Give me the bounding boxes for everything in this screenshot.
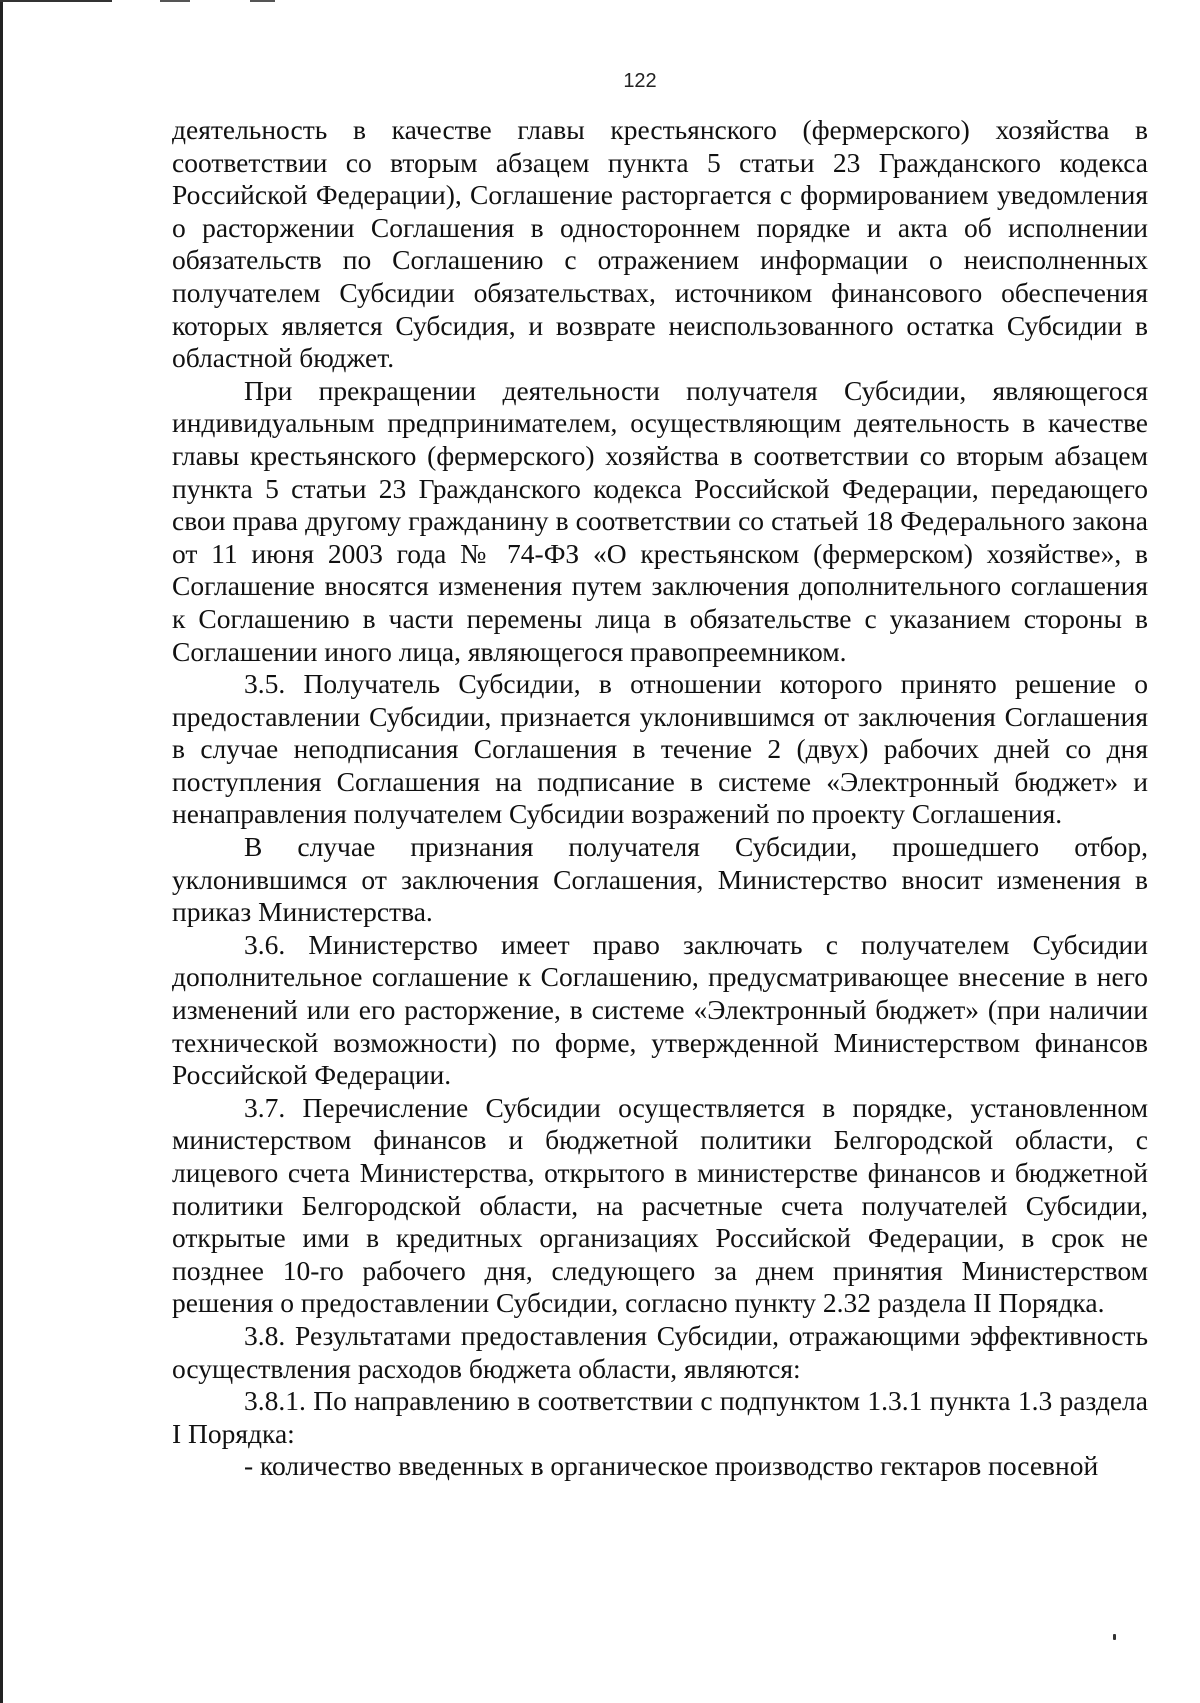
scan-edge-top-mark [250,0,275,2]
paragraph: 3.5. Получатель Субсидии, в отношении которого принято решение о предоставлении Субсидии, признается уклонившимся от заключения Соглашения в случае неподписания Соглашения в течение 2 (двух) рабочих дней со дня поступления Соглашения на подписание в системе «Электронный бюджет» и ненаправления получателем Субсидии возражений по проекту Соглашения. [172,668,1148,830]
document-body [172,114,1148,1483]
paragraph: 3.6. Министерство имеет право заключать с получателем Субсидии дополнительное соглашение к Соглашению, предусматривающее внесение в него изменений или его расторжение, в системе «Электронный бюджет» (при наличии технической возможности) по форме, утвержденной Министерством финансов Российской Федерации. [172,928,1148,1091]
paragraph: - количество введенных в органическое производство гектаров посевной [244,1450,1099,1482]
scan-speck [1113,1634,1116,1640]
paragraph: деятельность в качестве главы крестьянского (фермерского) хозяйства в соответствии со вторым абзацем пункта 5 статьи 23 Гражданского кодекса Российской Федерации), Соглашение расторгается с формированием уведомления о расторжении Соглашения в одностороннем порядке и акта об исполнении обязательств по Соглашению с отражением информации о неисполненных получателем Субсидии обязательствах, источником финансового обеспечения которых является Субсидия, и возврате неиспользованного остатка Субсидии в областной бюджет. [172,114,1148,374]
paragraph: 3.8.1. По направлению в соответствии с подпунктом 1.3.1 пункта 1.3 раздела I Порядка: [172,1385,1148,1449]
page-number: 122 [623,70,657,92]
paragraph: При прекращении деятельности получателя Субсидии, являющегося индивидуальным предпринимателем, осуществляющим деятельность в качестве главы крестьянского (фермерского) хозяйства в соответствии со вторым абзацем пункта 5 статьи 23 Гражданского кодекса Российской Федерации, передающего свои права другому гражданину в соответствии со статьей 18 Федерального закона от 11 июня 2003 года № 74-ФЗ «О крестьянском (фермерском) хозяйстве», в Соглашение вносятся изменения путем заключения дополнительного соглашения к Соглашению в части перемены лица в обязательстве с указанием стороны в Соглашении иного лица, являющегося правопреемником. [172,374,1148,667]
scan-edge-left [0,0,3,1703]
scan-edge-top-mark [160,0,190,2]
paragraph: 3.8. Результатами предоставления Субсидии, отражающими эффективность осуществления расходов бюджета области, являются: [172,1319,1148,1384]
paragraph: 3.7. Перечисление Субсидии осуществляется в порядке, установленном министерством финансов и бюджетной политики Белгородской области, с лицевого счета Министерства, открытого в министерстве финансов и бюджетной политики Белгородской области, на расчетные счета получателей Субсидии, открытые ими в кредитных организациях Российской Федерации, в срок не позднее 10-го рабочего дня, следующего за днем принятия Министерством решения о предоставлении Субсидии, согласно пункту 2.32 раздела II Порядка. [172,1091,1148,1319]
paragraph: В случае признания получателя Субсидии, прошедшего отбор, уклонившимся от заключения Соглашения, Министерство вносит изменения в приказ Министерства. [172,831,1148,928]
scan-edge-top [0,0,112,2]
